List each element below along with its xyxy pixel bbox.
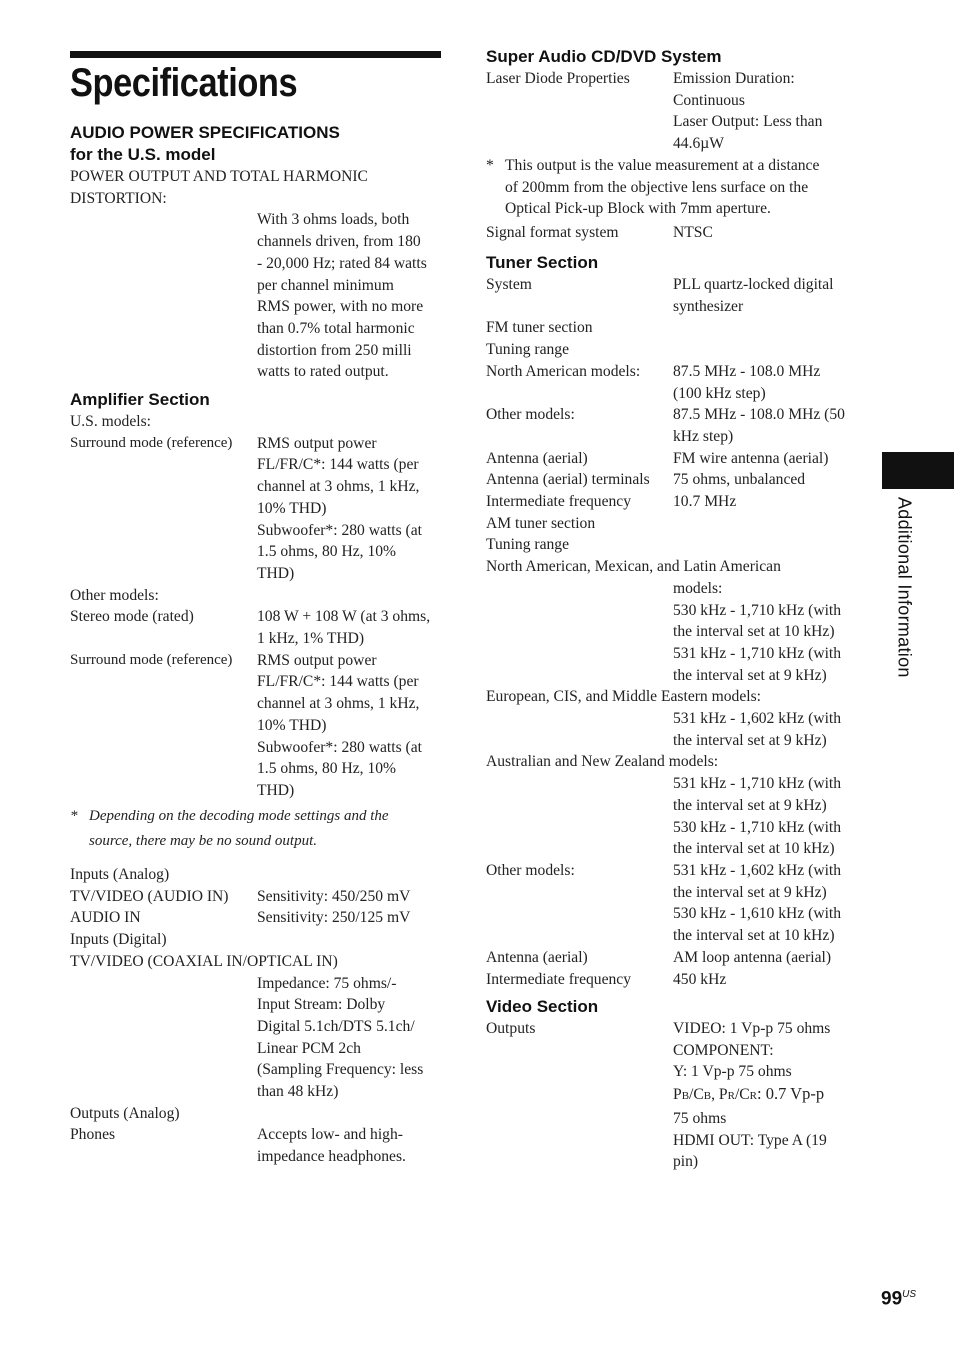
spec-label: System bbox=[486, 276, 532, 293]
spec-value: 531 kHz - 1,602 kHz (with the interval set at 9 kHz) 530 kHz - 1,610 kHz (with the interval set at 10 kHz) bbox=[673, 861, 842, 945]
power-output-value: With 3 ohms loads, both channels driven, from 180 - 20,000 Hz; rated 84 watts per channel minimum RMS power, with no more than 0.7% total harmonic distortion from 250 milli watts to rated output. bbox=[257, 211, 427, 381]
spec-value: Emission Duration: Continuous Laser Output: Less than 44.6µW bbox=[673, 70, 823, 153]
spec-row bbox=[486, 68, 858, 155]
spec-row bbox=[70, 886, 442, 908]
spec-row bbox=[486, 1018, 858, 1173]
spec-row bbox=[486, 969, 858, 991]
spec-label: Intermediate frequency bbox=[486, 970, 632, 988]
spec-row bbox=[70, 907, 442, 929]
us-models-label: U.S. models: bbox=[70, 413, 152, 430]
spec-label: Australian and New Zealand models: bbox=[486, 753, 719, 771]
spec-label: Surround mode (reference) bbox=[70, 651, 233, 668]
spec-value: 75 ohms, unbalanced bbox=[673, 471, 806, 489]
spec-label: Other models: bbox=[486, 406, 575, 424]
spec-row bbox=[486, 222, 858, 244]
section-tab-marker bbox=[882, 452, 954, 489]
spec-row bbox=[486, 578, 858, 687]
spec-label: Phones bbox=[70, 1126, 116, 1144]
spec-row bbox=[70, 650, 442, 802]
spec-row bbox=[486, 361, 858, 404]
spec-value: 10.7 MHz bbox=[673, 493, 737, 511]
spec-label: Surround mode (reference) bbox=[70, 434, 233, 451]
fm-section-label: FM tuner section bbox=[486, 319, 593, 337]
spec-label: Laser Diode Properties bbox=[486, 70, 630, 87]
spec-value: 531 kHz - 1,602 kHz (with the interval set at 9 kHz) bbox=[673, 710, 842, 749]
other-models-label: Other models: bbox=[70, 586, 159, 604]
inputs-digital-label: Inputs (Digital) bbox=[70, 931, 167, 949]
spec-label: Antenna (aerial) bbox=[486, 948, 588, 966]
spec-row bbox=[486, 274, 858, 317]
tuner-heading: Tuner Section bbox=[486, 253, 599, 272]
spec-row bbox=[486, 491, 858, 513]
spec-row bbox=[486, 947, 858, 969]
spec-label: Antenna (aerial) bbox=[486, 449, 588, 467]
spec-value: 87.5 MHz - 108.0 MHz (50 kHz step) bbox=[673, 406, 845, 445]
spec-label: Signal format system bbox=[486, 223, 619, 241]
spec-row bbox=[486, 404, 858, 447]
spec-value: 450 kHz bbox=[673, 970, 727, 988]
spec-label: AUDIO IN bbox=[70, 909, 141, 927]
spec-label: North American, Mexican, and Latin American bbox=[486, 558, 781, 576]
spec-row bbox=[70, 433, 442, 585]
section-tab-label: Additional Information bbox=[894, 497, 915, 678]
spec-row bbox=[70, 606, 442, 649]
power-output-row bbox=[70, 209, 442, 383]
spec-value: Accepts low- and high- impedance headphones. bbox=[257, 1126, 406, 1166]
spec-value: VIDEO: 1 Vp-p 75 ohms COMPONENT: Y: 1 Vp-p 75 ohms PB/CB, PR/CR: 0.7 Vp-p 75 ohms HDMI OUT: Type A (19 pin) bbox=[673, 1018, 858, 1173]
page-number: $99^{US}$ bbox=[881, 1288, 917, 1310]
title-rule bbox=[70, 51, 441, 58]
amplifier-heading: Amplifier Section bbox=[70, 390, 210, 409]
spec-label: Outputs bbox=[486, 1020, 536, 1037]
spec-value: 531 kHz - 1,710 kHz (with the interval set at 9 kHz) 530 kHz - 1,710 kHz (with the interval set at 10 kHz) bbox=[673, 775, 842, 858]
spec-row bbox=[486, 773, 858, 860]
spec-value: Sensitivity: 450/250 mV bbox=[257, 887, 411, 905]
spec-value: AM loop antenna (aerial) bbox=[673, 948, 832, 966]
audio-power-heading: AUDIO POWER SPECIFICATIONS bbox=[70, 123, 340, 142]
power-output-text: DISTORTION: bbox=[70, 189, 167, 207]
spec-row bbox=[486, 860, 858, 947]
spec-row bbox=[486, 448, 858, 470]
spec-value: NTSC bbox=[673, 223, 713, 241]
footnote: * Depending on the decoding mode settings and the source, there may be no sound output. bbox=[70, 807, 389, 849]
spec-value: FM wire antenna (aerial) bbox=[673, 449, 829, 467]
pb-pr-line: PB/CB, PR/CR: 0.7 Vp-p bbox=[673, 1084, 825, 1104]
inputs-analog-label: Inputs (Analog) bbox=[70, 866, 170, 883]
spec-label: Other models: bbox=[486, 861, 575, 879]
spec-label: Antenna (aerial) terminals bbox=[486, 471, 650, 489]
spec-value: Sensitivity: 250/125 mV bbox=[257, 909, 411, 927]
spec-row bbox=[70, 973, 442, 1103]
page-title: Specifications bbox=[70, 61, 298, 105]
spec-label: North American models: bbox=[486, 362, 641, 380]
audio-power-subheading: for the U.S. model bbox=[70, 145, 216, 164]
spec-value: 108 W + 108 W (at 3 ohms, 1 kHz, 1% THD) bbox=[257, 608, 431, 648]
laser-footnote: * This output is the value measurement at a distance of 200mm from the objective lens surface on the Optical Pick-up Block with 7mm aperture. bbox=[486, 156, 820, 218]
spec-value: Impedance: 75 ohms/- Input Stream: Dolby Digital 5.1ch/DTS 5.1ch/ Linear PCM 2ch (Sampling Frequency: less than 48 kHz) bbox=[257, 974, 424, 1101]
spec-value: models: 530 kHz - 1,710 kHz (with the interval set at 10 kHz) 531 kHz - 1,710 kHz (with the interval set at 9 kHz) bbox=[673, 579, 842, 684]
spec-label: Intermediate frequency bbox=[486, 493, 632, 511]
spec-row bbox=[70, 1124, 442, 1167]
power-output-text: POWER OUTPUT AND TOTAL HARMONIC bbox=[70, 168, 368, 185]
fm-tuning-range-label: Tuning range bbox=[486, 341, 570, 359]
spec-row bbox=[486, 469, 858, 491]
spec-row bbox=[486, 708, 858, 751]
spec-label: TV/VIDEO (AUDIO IN) bbox=[70, 887, 229, 905]
spec-value: RMS output power FL/FR/C*: 144 watts (per channel at 3 ohms, 1 kHz, 10% THD) Subwoofer*: 280 watts (at 1.5 ohms, 80 Hz, 10% THD) bbox=[257, 434, 423, 582]
am-section-label: AM tuner section bbox=[486, 514, 596, 532]
spec-value: PLL quartz-locked digital synthesizer bbox=[673, 276, 834, 315]
spec-label: Stereo mode (rated) bbox=[70, 608, 194, 626]
outputs-analog-label: Outputs (Analog) bbox=[70, 1104, 180, 1122]
spec-value: RMS output power FL/FR/C*: 144 watts (per channel at 3 ohms, 1 kHz, 10% THD) Subwoofer*: 280 watts (at 1.5 ohms, 80 Hz, 10% THD) bbox=[257, 651, 423, 799]
sacd-heading: Super Audio CD/DVD System bbox=[486, 47, 722, 66]
spec-value: 87.5 MHz - 108.0 MHz (100 kHz step) bbox=[673, 362, 821, 402]
spec-label: European, CIS, and Middle Eastern models: bbox=[486, 688, 761, 706]
spec-label: TV/VIDEO (COAXIAL IN/OPTICAL IN) bbox=[70, 952, 338, 970]
am-tuning-range-label: Tuning range bbox=[486, 536, 570, 554]
video-heading: Video Section bbox=[486, 997, 599, 1016]
